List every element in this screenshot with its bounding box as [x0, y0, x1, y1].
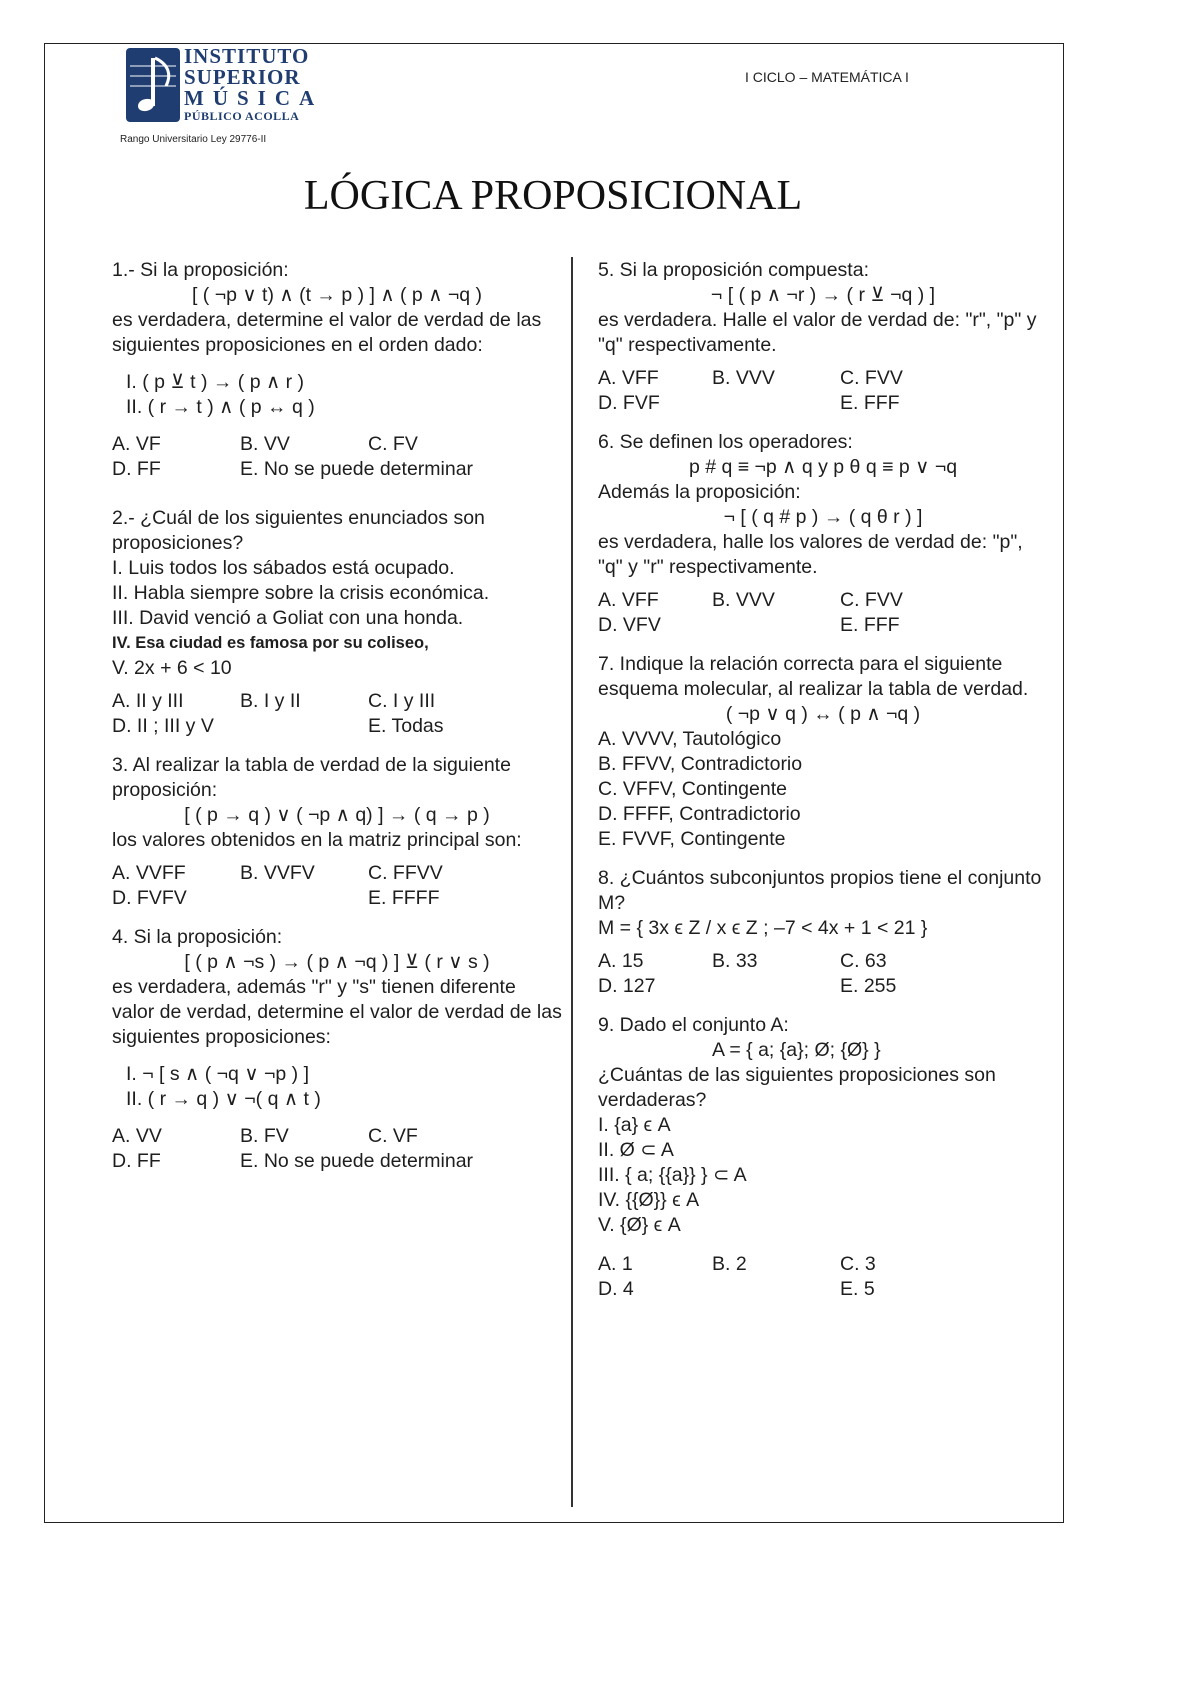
question-text: es verdadera. Halle el valor de verdad de: "r", "p" y "q" respectivamente.: [598, 309, 1037, 356]
option-d[interactable]: D. FF: [112, 1150, 161, 1172]
option-a[interactable]: A. VVFF: [112, 862, 186, 884]
question-heading: 3. Al realizar la tabla de verdad de la siguiente proposición:: [112, 754, 511, 801]
list-item: V. {Ø} ϵ A: [598, 1214, 681, 1236]
question-text-2: es verdadera, halle los valores de verdad de: "p", "q" y "r" respectivamente.: [598, 531, 1023, 578]
question-heading: 2.- ¿Cuál de los siguientes enunciados son proposiciones?: [112, 507, 485, 554]
option-a[interactable]: A. II y III: [112, 690, 184, 712]
question-5: [598, 258, 1048, 416]
question-4: [112, 925, 562, 1174]
formula: p # q ≡ ¬p ∧ q y p θ q ≡ p ∨ ¬q: [688, 456, 958, 478]
option-a[interactable]: A. VF: [112, 433, 161, 455]
option-d[interactable]: D. FVF: [598, 392, 660, 414]
question-7: [598, 652, 1048, 852]
question-text: es verdadera, además "r" y "s" tienen diferente valor de verdad, determine el valor de verdad de las siguientes proposiciones:: [112, 976, 562, 1048]
answer-options: [112, 861, 562, 911]
logo-line-4: PÚBLICO ACOLLA: [184, 109, 300, 123]
list-item: II. Ø ⊂ A: [598, 1139, 674, 1161]
course-tag: I CICLO – MATEMÁTICA I: [745, 69, 909, 85]
statement-3: III. David venció a Goliat con una honda.: [112, 607, 464, 629]
option-c[interactable]: C. VF: [368, 1125, 418, 1147]
option-d[interactable]: D. FF: [112, 458, 161, 480]
answer-options: [598, 1252, 1048, 1302]
question-heading: 9. Dado el conjunto A:: [598, 1014, 789, 1036]
question-text: los valores obtenidos en la matriz principal son:: [112, 829, 522, 851]
list-item: I. {a} ϵ A: [598, 1114, 671, 1136]
option-d[interactable]: D. II ; III y V: [112, 715, 214, 737]
question-heading: 1.- Si la proposición:: [112, 259, 289, 281]
formula: A = { a; {a}; Ø; {Ø} }: [712, 1039, 881, 1061]
list-item: I. ¬ [ s ∧ ( ¬q ∨ ¬p ) ]: [126, 1063, 309, 1085]
option-b[interactable]: B. VV: [240, 433, 290, 455]
option-e[interactable]: E. FFFF: [368, 887, 440, 909]
left-column: [112, 258, 562, 1188]
page-title: LÓGICA PROPOSICIONAL: [303, 173, 803, 219]
answer-options: [112, 1124, 562, 1174]
option-d[interactable]: D. FFFF, Contradictorio: [598, 803, 801, 825]
option-c[interactable]: C. VFFV, Contingente: [598, 778, 787, 800]
option-a[interactable]: A. VVVV, Tautológico: [598, 728, 782, 750]
option-e[interactable]: E. 5: [840, 1278, 875, 1300]
list-item: III. { a; {{a}} } ⊂ A: [598, 1164, 747, 1186]
logo-line-3: MÚSICA: [184, 86, 324, 110]
option-b[interactable]: B. 33: [712, 950, 758, 972]
option-d[interactable]: D. VFV: [598, 614, 661, 636]
question-2: [112, 506, 562, 739]
option-c[interactable]: C. FVV: [840, 367, 903, 389]
statement-1: I. Luis todos los sábados está ocupado.: [112, 557, 455, 579]
question-heading: 7. Indique la relación correcta para el siguiente esquema molecular, al realizar la tabla de verdad.: [598, 653, 1029, 700]
option-e[interactable]: E. No se puede determinar: [240, 458, 474, 480]
option-d[interactable]: D. FVFV: [112, 887, 187, 909]
question-heading: 6. Se definen los operadores:: [598, 431, 853, 453]
option-c[interactable]: C. I y III: [368, 690, 436, 712]
option-c[interactable]: C. FVV: [840, 589, 903, 611]
list-item: IV. {{Ø}} ϵ A: [598, 1189, 700, 1211]
formula: [ ( p ∧ ¬s ) → ( p ∧ ¬q ) ] ⊻ ( r ∨ s ): [184, 951, 490, 973]
list-item: II. ( r → t ) ∧ ( p ↔ q ): [126, 396, 315, 418]
right-column: [598, 258, 1048, 1316]
question-text: ¿Cuántas de las siguientes proposiciones son verdaderas?: [598, 1064, 996, 1111]
formula: [ ( p → q ) ∨ ( ¬p ∧ q) ] → ( q → p ): [184, 804, 490, 826]
option-b[interactable]: B. I y II: [240, 690, 301, 712]
logo-line-2: SUPERIOR: [184, 65, 301, 89]
option-e[interactable]: E. Todas: [368, 715, 444, 737]
option-a[interactable]: A. 1: [598, 1253, 633, 1275]
option-d[interactable]: D. 4: [598, 1278, 634, 1300]
music-note-logo-icon: [124, 46, 182, 124]
option-a[interactable]: A. VFF: [598, 367, 659, 389]
option-b[interactable]: B. VVFV: [240, 862, 315, 884]
question-6: [598, 430, 1048, 638]
option-d[interactable]: D. 127: [598, 975, 656, 997]
question-heading: 4. Si la proposición:: [112, 926, 283, 948]
question-9: [598, 1013, 1048, 1302]
question-text: es verdadera, determine el valor de verdad de las siguientes proposiciones en el orden dado:: [112, 309, 542, 356]
option-c[interactable]: C. 3: [840, 1253, 876, 1275]
answer-options: [598, 727, 1048, 852]
logo-wordmark: [184, 46, 323, 122]
option-e[interactable]: E. FVVF, Contingente: [598, 828, 786, 850]
option-b[interactable]: B. FV: [240, 1125, 289, 1147]
option-c[interactable]: C. FV: [368, 433, 418, 455]
option-b[interactable]: B. VVV: [712, 589, 775, 611]
proposition-list: [598, 1113, 1048, 1238]
question-text: Además la proposición:: [598, 481, 801, 503]
statement-5: V. 2x + 6 < 10: [112, 657, 232, 679]
statement-2: II. Habla siempre sobre la crisis económica.: [112, 582, 490, 604]
answer-options: [598, 949, 1048, 999]
option-e[interactable]: E. FFF: [840, 392, 900, 414]
proposition-list: [126, 1062, 562, 1112]
answer-options: [598, 366, 1048, 416]
option-e[interactable]: E. No se puede determinar: [240, 1150, 474, 1172]
question-heading: 8. ¿Cuántos subconjuntos propios tiene el conjunto M?: [598, 867, 1042, 914]
option-b[interactable]: B. VVV: [712, 367, 775, 389]
answer-options: [112, 432, 562, 482]
logo-caption: Rango Universitario Ley 29776-II: [120, 134, 267, 145]
option-e[interactable]: E. FFF: [840, 614, 900, 636]
answer-options: [112, 689, 562, 739]
answer-options: [598, 588, 1048, 638]
formula: ¬ [ ( p ∧ ¬r ) → ( r ⊻ ¬q ) ]: [710, 284, 936, 306]
logo-line-1: INSTITUTO: [184, 44, 310, 68]
option-c[interactable]: C. FFVV: [368, 862, 443, 884]
option-c[interactable]: C. 63: [840, 950, 887, 972]
institution-logo: [120, 46, 325, 148]
option-e[interactable]: E. 255: [840, 975, 897, 997]
option-a[interactable]: A. VV: [112, 1125, 162, 1147]
formula: M = { 3x ϵ Z / x ϵ Z ; –7 < 4x + 1 < 21 }: [598, 917, 928, 939]
column-divider: [571, 257, 573, 1507]
option-b[interactable]: B. 2: [712, 1253, 747, 1275]
question-3: [112, 753, 562, 911]
list-item: I. ( p ⊻ t ) → ( p ∧ r ): [126, 371, 305, 393]
option-a[interactable]: A. 15: [598, 950, 644, 972]
formula: [ ( ¬p ∨ t) ∧ (t → p ) ] ∧ ( p ∧ ¬q ): [191, 284, 483, 306]
proposition-list: [126, 370, 562, 420]
option-b[interactable]: B. FFVV, Contradictorio: [598, 753, 803, 775]
question-heading: 5. Si la proposición compuesta:: [598, 259, 869, 281]
formula: ( ¬p ∨ q ) ↔ ( p ∧ ¬q ): [725, 703, 921, 725]
question-8: [598, 866, 1048, 999]
statement-4: IV. Esa ciudad es famosa por su coliseo,: [112, 634, 429, 652]
option-a[interactable]: A. VFF: [598, 589, 659, 611]
question-1: [112, 258, 562, 482]
list-item: II. ( r → q ) ∨ ¬( q ∧ t ): [126, 1088, 321, 1110]
formula-2: ¬ [ ( q # p ) → ( q θ r ) ]: [723, 506, 923, 528]
